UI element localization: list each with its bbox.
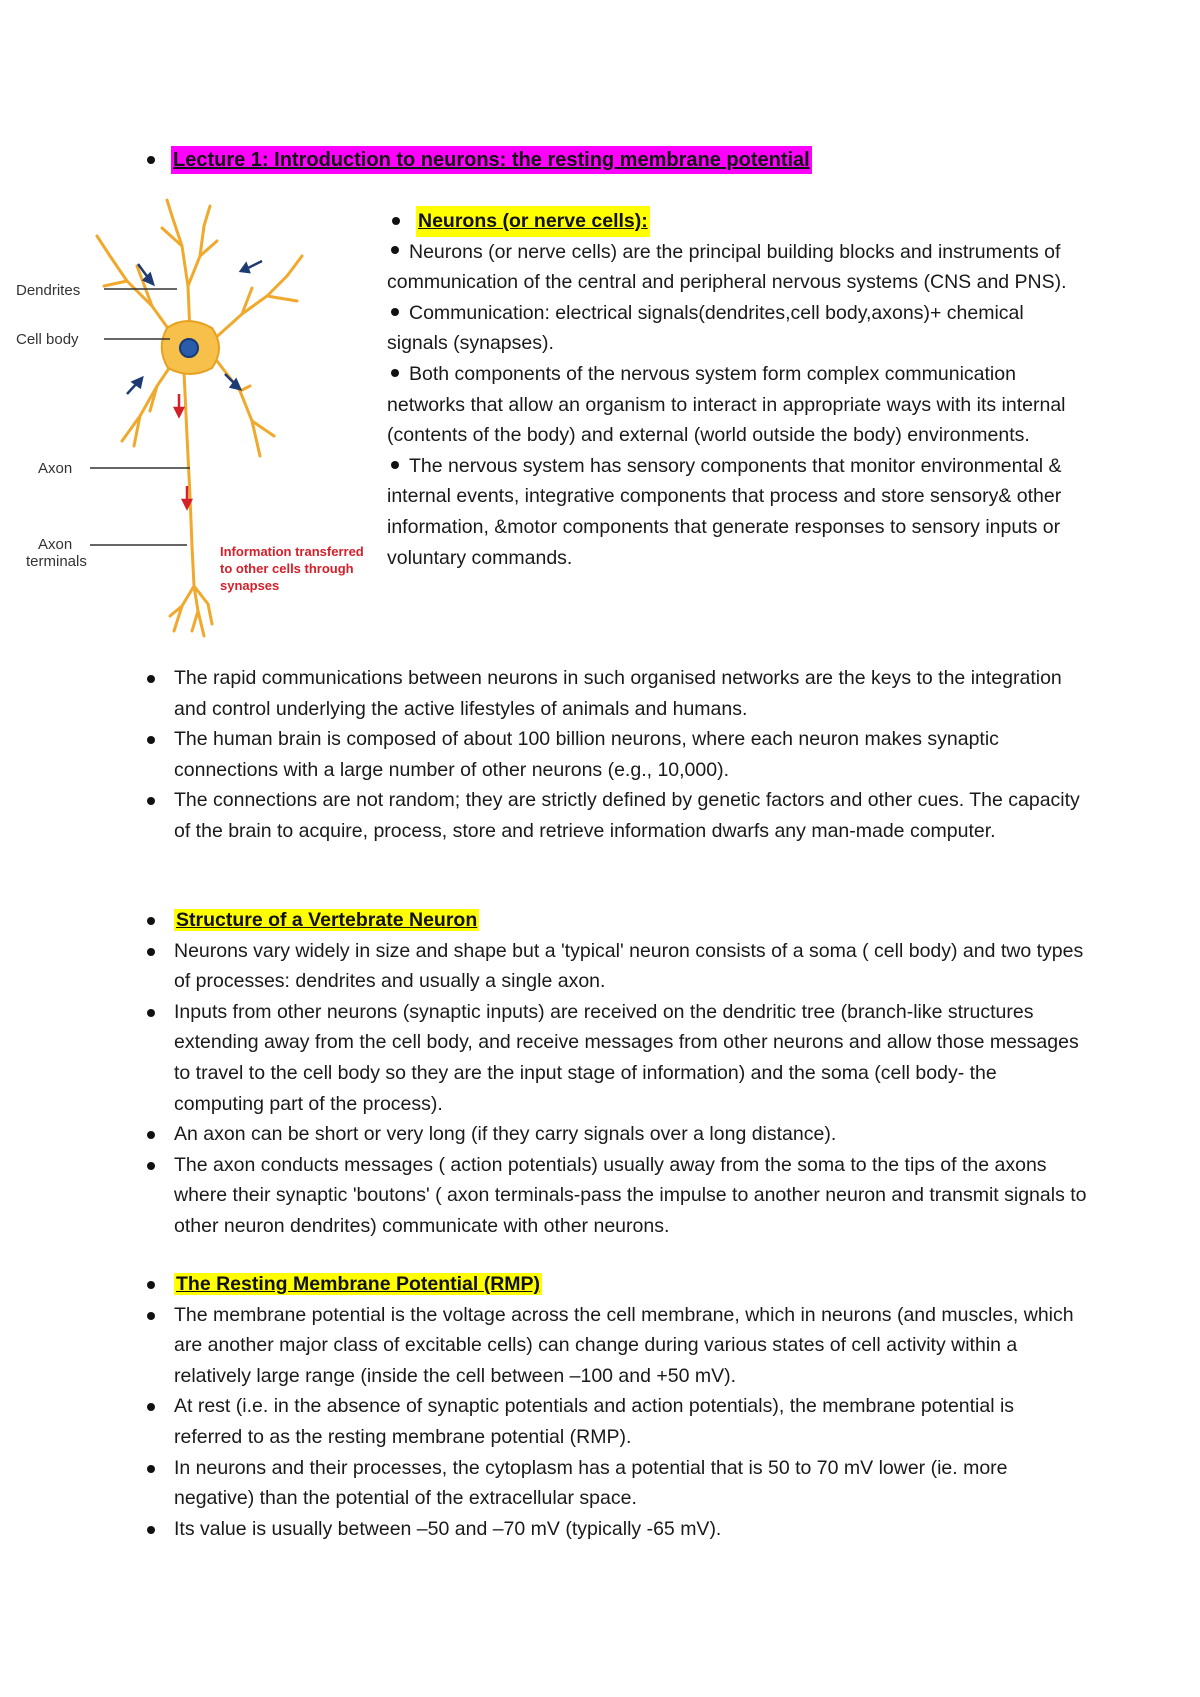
label-axon-terminals-line1: Axon <box>38 536 73 553</box>
list-item: The human brain is composed of about 100 billion neurons, where each neuron makes synaptic connections with a large number of other neurons (e.g., 10,000). <box>147 724 1087 785</box>
neurons-paragraph: Neurons (or nerve cells) are the principal building blocks and instruments of communication of the central and peripheral nervous systems (CNS and PNS). <box>387 240 1067 294</box>
structure-heading-item <box>147 905 1087 936</box>
nucleus-shape <box>180 339 198 357</box>
neurons-paragraph: Communication: electrical signals(dendrites,cell body,axons)+ chemical signals (synapses). <box>387 301 1024 355</box>
lecture-title-row <box>147 146 812 174</box>
neurons-paragraph: The nervous system has sensory components that monitor environmental & internal events, integrative components that process and store sensory& other information, &motor components that generate responses to sensory inputs or voluntary commands. <box>387 454 1062 569</box>
caption-line-3: synapses <box>220 578 280 593</box>
list-item: Inputs from other neurons (synaptic inputs) are received on the dendritic tree (branch-like structures extending away from the cell body, and receive messages from other neurons and allow those messages to travel to the cell body so they are the input stage of information) and the soma (cell body- the computing part of the process). <box>147 997 1087 1119</box>
label-axon: Axon <box>38 460 73 477</box>
bullet-icon <box>391 369 399 377</box>
structure-list <box>147 905 1087 1242</box>
neurons-heading: Neurons (or nerve cells): <box>416 206 650 237</box>
list-item: The membrane potential is the voltage across the cell membrane, which in neurons (and muscles, which are another major class of excitable cells) can change during various states of cell activity within a relatively large range (inside the cell between –100 and +50 mV). <box>147 1300 1087 1392</box>
rmp-heading-item <box>147 1269 1087 1300</box>
lecture-title: Lecture 1: Introduction to neurons: the resting membrane potential <box>171 146 812 174</box>
neurons-section <box>387 206 1087 573</box>
neurons-paragraph: Both components of the nervous system form complex communication networks that allow an organism to interact in appropriate ways with its internal (contents of the body) and external (world outside the body) environments. <box>387 362 1066 447</box>
list-item: Neurons vary widely in size and shape but a 'typical' neuron consists of a soma ( cell body) and two types of processes: dendrites and usually a single axon. <box>147 936 1087 997</box>
label-cell-body: Cell body <box>16 331 79 348</box>
caption-line-1: Information transferred <box>220 544 364 559</box>
general-points-list <box>147 663 1087 847</box>
neurons-heading-row <box>392 206 1087 237</box>
list-item: The rapid communications between neurons in such organised networks are the keys to the integration and control underlying the active lifestyles of animals and humans. <box>147 663 1087 724</box>
structure-heading: Structure of a Vertebrate Neuron <box>176 909 478 931</box>
list-item: Its value is usually between –50 and –70 mV (typically -65 mV). <box>147 1514 1087 1545</box>
list-item: At rest (i.e. in the absence of synaptic potentials and action potentials), the membrane potential is referred to as the resting membrane potential (RMP). <box>147 1391 1087 1452</box>
list-item: The connections are not random; they are strictly defined by genetic factors and other cues. The capacity of the brain to acquire, process, store and retrieve information dwarfs any man-made computer. <box>147 785 1087 846</box>
label-dendrites: Dendrites <box>16 282 81 299</box>
bullet-icon <box>392 217 400 225</box>
caption-line-2: to other cells through <box>220 561 354 576</box>
bullet-icon <box>391 246 399 254</box>
list-item: The axon conducts messages ( action potentials) usually away from the soma to the tips of the axons where their synaptic 'boutons' ( axon terminals-pass the impulse to another neuron and transmit signals to other neuron dendrites) communicate with other neurons. <box>147 1150 1087 1242</box>
rmp-list <box>147 1269 1087 1544</box>
label-axon-terminals-line2: terminals <box>26 553 87 570</box>
neuron-figure <box>12 196 392 656</box>
rmp-heading: The Resting Membrane Potential (RMP) <box>176 1273 541 1295</box>
bullet-icon <box>147 156 155 164</box>
bullet-icon <box>391 308 399 316</box>
neuron-diagram <box>12 196 392 656</box>
list-item: An axon can be short or very long (if they carry signals over a long distance). <box>147 1119 1087 1150</box>
bullet-icon <box>391 461 399 469</box>
list-item: In neurons and their processes, the cytoplasm has a potential that is 50 to 70 mV lower (ie. more negative) than the potential of the extracellular space. <box>147 1453 1087 1514</box>
